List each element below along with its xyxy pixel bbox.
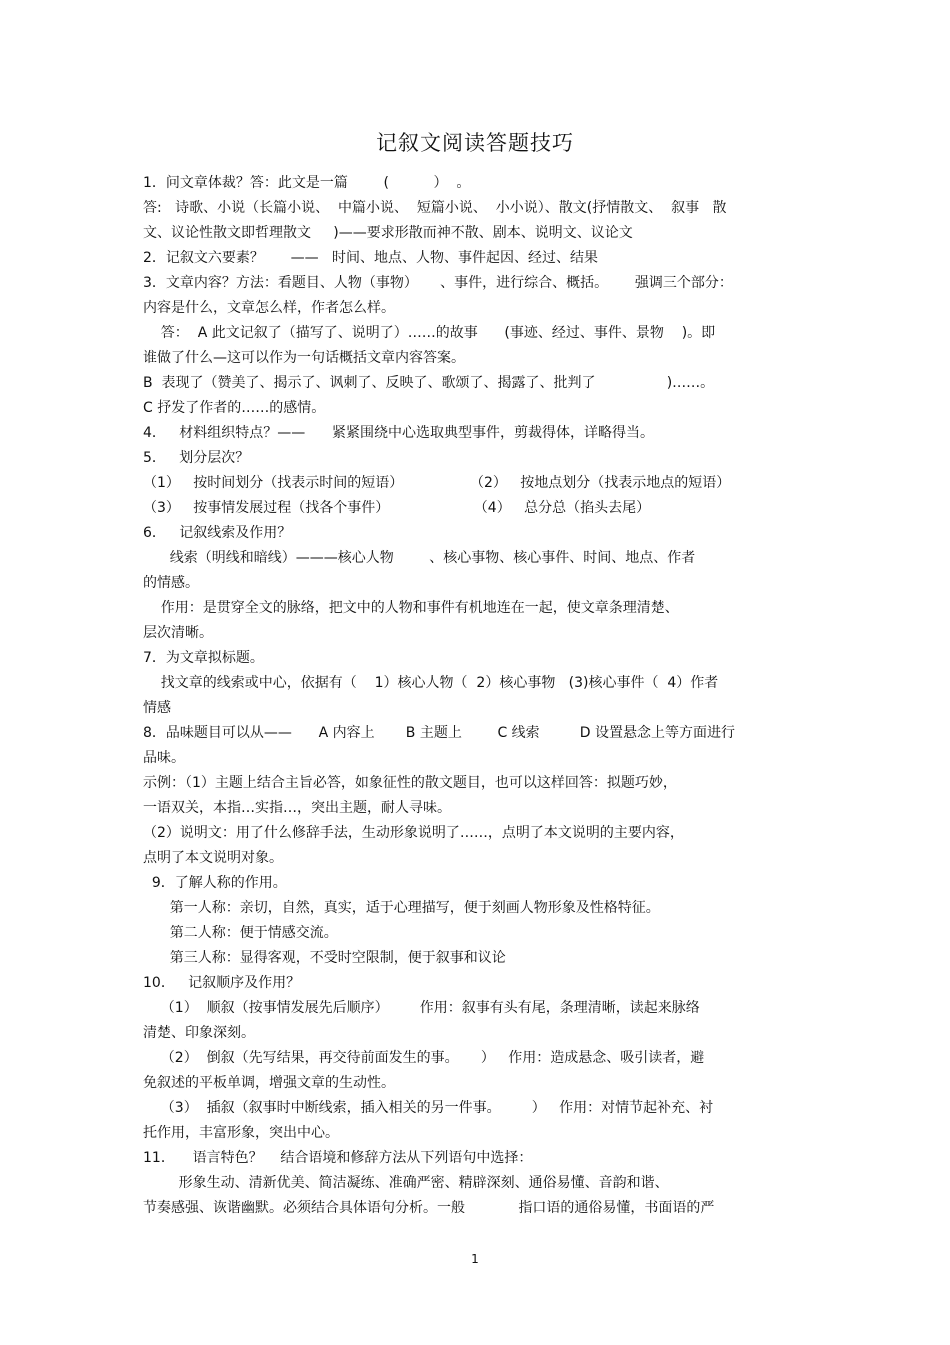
text-line: （3） 插叙（叙事时中断线索，插入相关的另一件事。 ） 作用：对情节起补充、衬	[143, 1100, 714, 1116]
text-line: 9．了解人称的作用。	[143, 875, 287, 891]
text-line: C 抒发了作者的……的感情。	[143, 400, 326, 416]
text-line: 的情感。	[143, 575, 199, 591]
text-line: 第三人称：显得客观，不受时空限制，便于叙事和议论	[143, 950, 506, 966]
text-line: （1） 按时间划分（找表示时间的短语） （2） 按地点划分（找表示地点的短语）	[143, 475, 731, 491]
text-line: 层次清晰。	[143, 625, 213, 641]
text-line: 节奏感强、诙谐幽默。必须结合具体语句分析。一般 指口语的通俗易懂，书面语的严	[143, 1200, 715, 1216]
text-line: 形象生动、清新优美、简洁凝练、准确严密、精辟深刻、通俗易懂、音韵和谐、	[143, 1175, 669, 1191]
text-line: 1．问文章体裁？答：此文是一篇 ( ） 。	[143, 175, 471, 191]
text-line: 第一人称：亲切，自然，真实，适于心理描写，便于刻画人物形象及性格特征。	[143, 900, 660, 916]
text-line: 答： A 此文记叙了（描写了、说明了）……的故事 (事迹、经过、事件、景物 )。即	[143, 325, 716, 341]
text-line: （2） 倒叙（先写结果，再交待前面发生的事。 ） 作用：造成悬念、吸引读者，避	[143, 1050, 705, 1066]
text-line: 3．文章内容？方法：看题目、人物（事物） 、事件，进行综合、概括。 强调三个部分：	[143, 275, 733, 291]
text-line: 情感	[143, 700, 171, 716]
text-line: 5． 划分层次？	[143, 450, 250, 466]
text-line: 找文章的线索或中心，依据有（ 1）核心人物（ 2）核心事物 (3)核心事件（ 4）作者	[143, 675, 719, 691]
text-line: B 表现了（赞美了、揭示了、讽刺了、反映了、歌颂了、揭露了、批判了 )……。	[143, 375, 715, 391]
text-line: 线索（明线和暗线）———核心人物 、核心事物、核心事件、时间、地点、作者	[143, 550, 696, 566]
text-line: 品味。	[143, 750, 185, 766]
text-line: 4． 材料组织特点？—— 紧紧围绕中心选取典型事件，剪裁得体，详略得当。	[143, 425, 654, 441]
text-line: 清楚、印象深刻。	[143, 1025, 255, 1041]
text-line: 一语双关，本指…实指…，突出主题，耐人寻味。	[143, 800, 451, 816]
text-line: 8．品味题目可以从—— A 内容上 B 主题上 C 线索 D 设置悬念上等方面进行	[143, 725, 735, 741]
text-line: 11． 语言特色？ 结合语境和修辞方法从下列语句中选择：	[143, 1150, 533, 1166]
text-line: 6． 记叙线索及作用？	[143, 525, 292, 541]
text-line: 答: 诗歌、小说（长篇小说、 中篇小说、 短篇小说、 小小说）、散文(抒情散文、 叙事 散	[143, 200, 727, 216]
text-line: （2）说明文：用了什么修辞手法，生动形象说明了……，点明了本文说明的主要内容，	[143, 825, 684, 841]
text-line: 10． 记叙顺序及作用？	[143, 975, 301, 991]
text-line: 示例：（1）主题上结合主旨必答，如象征性的散文题目，也可以这样回答：拟题巧妙，	[143, 775, 677, 791]
text-line: 托作用，丰富形象，突出中心。	[143, 1125, 339, 1141]
text-line: 内容是什么，文章怎么样，作者怎么样。	[143, 300, 395, 316]
text-line: 文、议论性散文即哲理散文 )——要求形散而神不散、剧本、说明文、议论文	[143, 225, 633, 241]
text-line: （1） 顺叙（按事情发展先后顺序） 作用：叙事有头有尾，条理清晰，读起来脉络	[143, 1000, 700, 1016]
text-line: 点明了本文说明对象。	[143, 850, 283, 866]
text-line: 第二人称：便于情感交流。	[143, 925, 338, 941]
text-line: 谁做了什么—这可以作为一句话概括文章内容答案。	[143, 350, 465, 366]
document-body	[143, 171, 811, 1221]
text-line: （3） 按事情发展过程（找各个事件） （4） 总分总（掐头去尾）	[143, 500, 651, 516]
page-title: 记叙文阅读答题技巧	[376, 131, 574, 155]
text-line: 7．为文章拟标题。	[143, 650, 264, 666]
text-line: 2．记叙文六要素？ —— 时间、地点、人物、事件起因、经过、结果	[143, 250, 598, 266]
page-number: 1	[471, 1252, 479, 1266]
text-line: 免叙述的平板单调，增强文章的生动性。	[143, 1075, 395, 1091]
text-line: 作用：是贯穿全文的脉络，把文中的人物和事件有机地连在一起，使文章条理清楚、	[143, 600, 679, 616]
